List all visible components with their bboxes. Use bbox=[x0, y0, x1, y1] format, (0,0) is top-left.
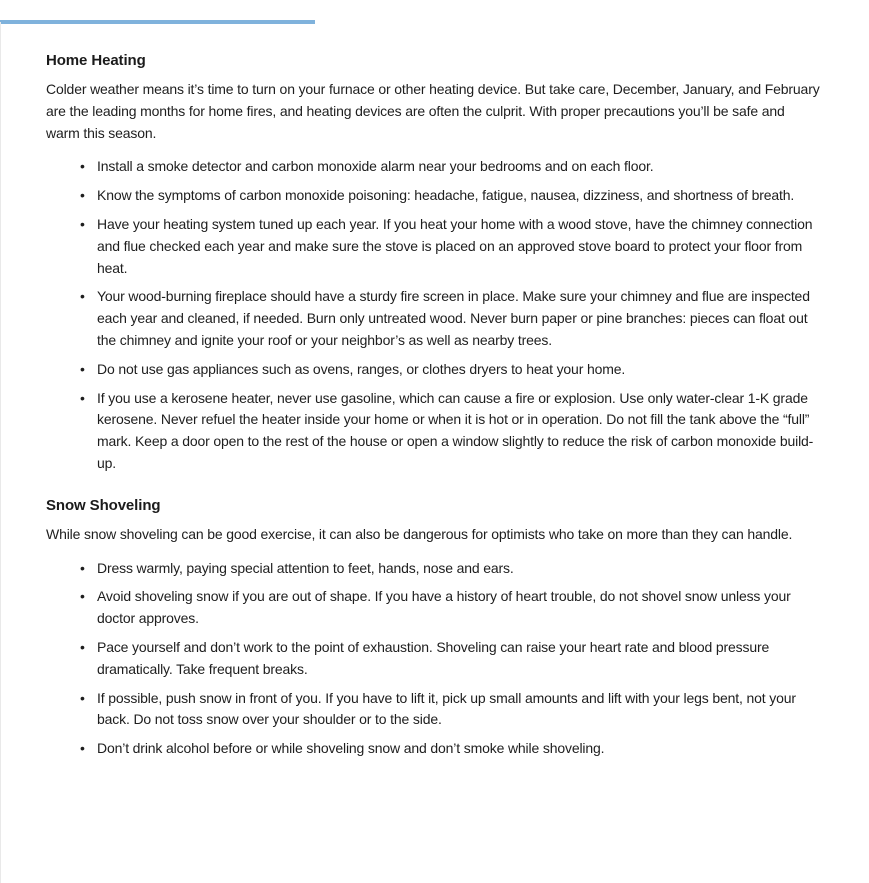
bullet-text: Install a smoke detector and carbon monoxide alarm near your bedrooms and on each floor. bbox=[97, 158, 654, 175]
bullet-item bbox=[97, 388, 820, 475]
bullet-item bbox=[97, 359, 820, 381]
bullet-icon bbox=[80, 688, 90, 710]
bullet-icon bbox=[80, 586, 90, 608]
document-content bbox=[46, 50, 820, 780]
section-home-heating bbox=[46, 50, 820, 475]
top-accent-line bbox=[0, 20, 315, 24]
bullet-item bbox=[97, 214, 820, 279]
section-heading: Snow Shoveling bbox=[46, 496, 161, 514]
bullet-text: Know the symptoms of carbon monoxide poisoning: headache, fatigue, nausea, dizziness, and shortness of breath. bbox=[97, 187, 795, 204]
bullet-item bbox=[97, 156, 820, 178]
bullet-icon bbox=[80, 185, 90, 207]
bullet-text: If you use a kerosene heater, never use gasoline, which can cause a fire or explosion. Use only water-clear 1-K grade kerosene. Never refuel the heater inside your home or when it is hot or in operation. Do not fill the tank above the “full” mark. Keep a door open to the rest of the house or open a window slightly to reduce the risk of carbon monoxide build-up. bbox=[97, 389, 814, 471]
bullet-item bbox=[97, 738, 820, 760]
bullet-icon bbox=[80, 286, 90, 308]
section-intro: Colder weather means it’s time to turn on your furnace or other heating device. But take care, December, January, and February are the leading months for home fires, and heating devices are often the culprit. With proper precautions you’ll be safe and warm this season. bbox=[46, 81, 820, 141]
bullet-text: Don’t drink alcohol before or while shoveling snow and don’t smoke while shoveling. bbox=[97, 740, 605, 757]
bullet-text: Your wood-burning fireplace should have a sturdy fire screen in place. Make sure your chimney and flue are inspected each year and cleaned, if needed. Burn only untreated wood. Never burn paper or pine branches: pieces can float out the chimney and ignite your roof or your neighbor’s as well as nearby trees. bbox=[97, 288, 810, 348]
bullet-text: Have your heating system tuned up each year. If you heat your home with a wood stove, have the chimney connection and flue checked each year and make sure the stove is placed on an approved stove board to protect your floor from heat. bbox=[97, 215, 813, 276]
bullet-icon bbox=[80, 388, 90, 410]
bullet-item bbox=[97, 185, 820, 207]
left-page-edge bbox=[0, 22, 1, 883]
bullet-item bbox=[97, 286, 820, 351]
bullet-list bbox=[46, 156, 820, 474]
bullet-item bbox=[97, 637, 820, 681]
bullet-text: If possible, push snow in front of you. If you have to lift it, pick up small amounts and lift with your legs bent, not your back. Do not toss snow over your shoulder or to the side. bbox=[97, 689, 796, 728]
bullet-icon bbox=[80, 359, 90, 381]
bullet-text: Do not use gas appliances such as ovens, ranges, or clothes dryers to heat your home. bbox=[97, 360, 626, 377]
bullet-item bbox=[97, 586, 820, 630]
bullet-text: Dress warmly, paying special attention to feet, hands, nose and ears. bbox=[97, 559, 514, 576]
bullet-icon bbox=[80, 214, 90, 236]
bullet-icon bbox=[80, 156, 90, 178]
bullet-icon bbox=[80, 558, 90, 580]
bullet-text: Pace yourself and don’t work to the point of exhaustion. Shoveling can raise your heart rate and blood pressure dramatically. Take frequent breaks. bbox=[97, 638, 770, 677]
section-heading: Home Heating bbox=[46, 52, 146, 69]
bullet-list bbox=[46, 558, 820, 760]
section-intro: While snow shoveling can be good exercise, it can also be dangerous for optimists who take on more than they can handle. bbox=[46, 525, 793, 542]
bullet-item bbox=[97, 558, 820, 580]
bullet-item bbox=[97, 688, 820, 732]
section-snow-shoveling bbox=[46, 495, 820, 760]
bullet-icon bbox=[80, 738, 90, 760]
bullet-text: Avoid shoveling snow if you are out of shape. If you have a history of heart trouble, do not shovel snow unless your doctor approves. bbox=[97, 588, 791, 627]
bullet-icon bbox=[80, 637, 90, 659]
